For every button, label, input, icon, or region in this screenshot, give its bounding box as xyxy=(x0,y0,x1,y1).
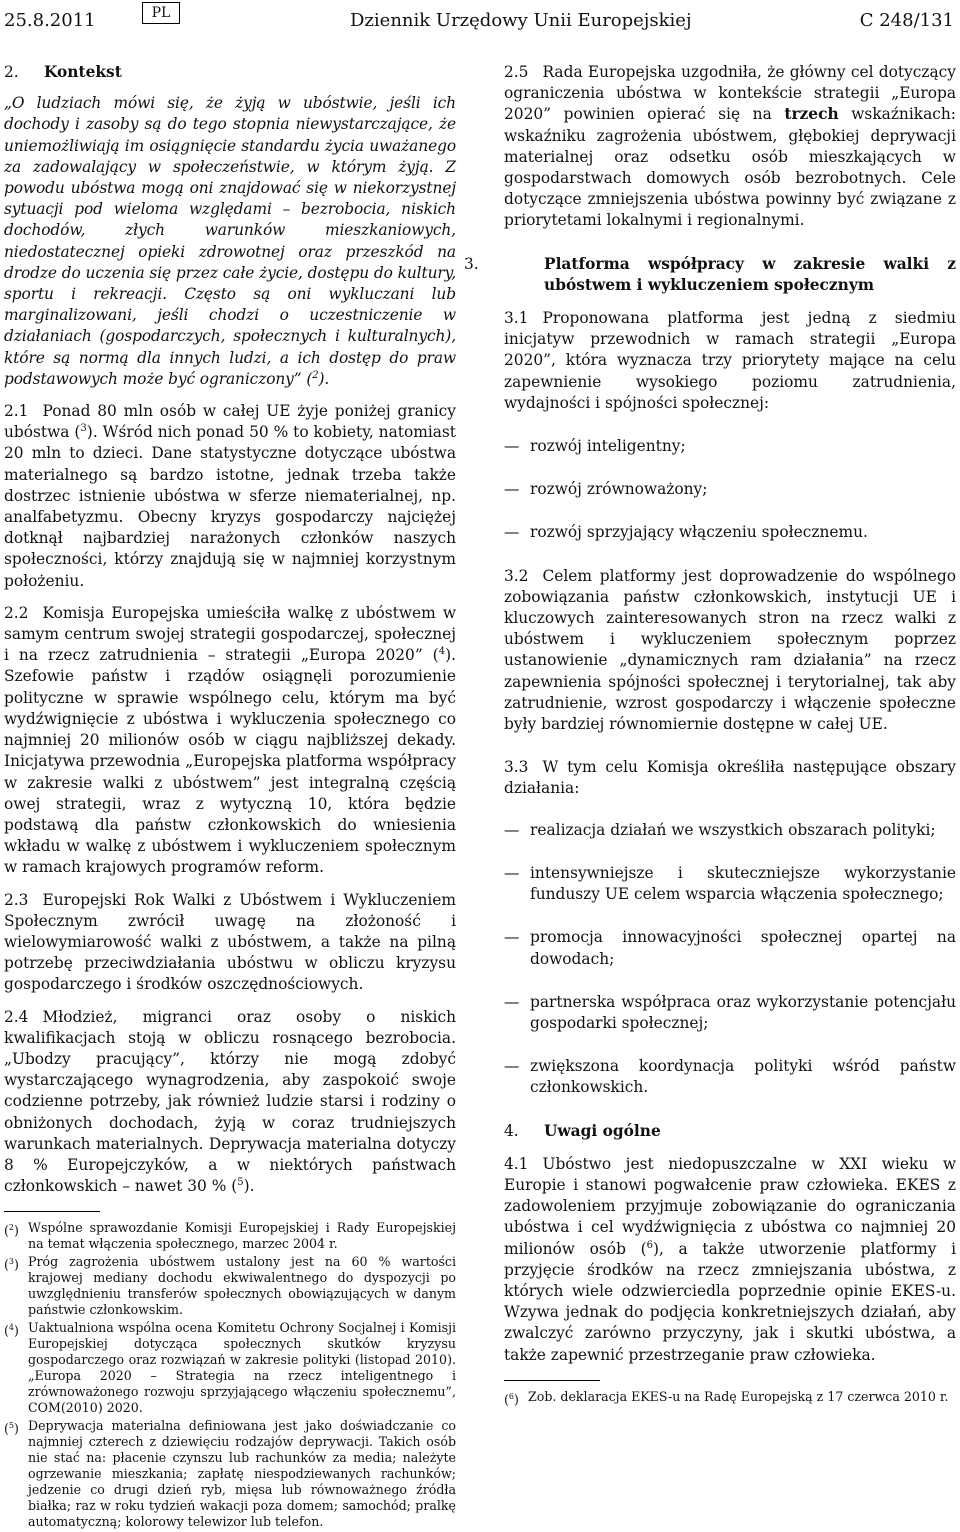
paragraph-2-2: 2.2 Komisja Europejska umieściła walkę z ubóstwem w samym centrum swojej strategii gospodarczej, społecznej i na rzecz zatrudnienia – strategii „Europa 2020” ($^4$). Szefowie państw i rządów osiągnęli porozumienie polityczne w sprawie wspólnego celu, którym ma być wydźwignięcie z ubóstwa i wykluczenia społecznego co najmniej 20 milionów osób w ciągu najbliższej dekady. Inicjatywa przewodnia „Europejska platforma współpracy w zakresie walki z ubóstwem” jest integralną częścią owej strategii, wraz z wytyczną 10, która będzie podstawą dla państw członkowskich do wniesienia wkładu w walkę z ubóstwem i wykluczeniem społecznym w ramach krajowych programów reform. xyxy=(4,603,456,877)
right-column xyxy=(464,62,957,1407)
list-item: — zwiększona koordynacja polityki wśród państw członkowskich. xyxy=(504,1056,956,1098)
paragraph-number: 3.3 xyxy=(504,758,529,777)
footnote-number: ($^3$) xyxy=(4,1257,19,1273)
action-areas-list xyxy=(504,820,956,1099)
paragraph-text: wskaźnikach: wskaźniku zagrożenia ubóstwem, głębokiej deprywacji materialnej oraz odsetku osób mieszkających w gospodarstwach domowych osób bezrobotnych. Cele dotyczące zmniejszenia ubóstwa powinny być związane z priorytetami lokalnymi i regionalnymi. xyxy=(504,105,956,230)
footnote-3 xyxy=(4,1254,456,1318)
paragraph-number: 2.3 xyxy=(4,890,29,909)
journal-title: Dziennik Urzędowy Unii Europejskiej xyxy=(350,10,692,31)
paragraph-2-5 xyxy=(504,62,956,232)
journal-reference: C 248/131 xyxy=(859,10,954,31)
paragraph-3-1 xyxy=(504,308,956,414)
paragraph-number: 3.2 xyxy=(504,566,529,585)
paragraph-3-2 xyxy=(504,566,956,736)
section-2-heading xyxy=(4,62,456,83)
paragraph-text: Młodzież, migranci oraz osoby o niskich kwalifikacjach stoją w obliczu rosnącego bezrobocia. „Ubodzy pracujący”, którzy nie mogą zdobyć wystarczającego wynagrodzenia, aby zaspokoić swoje codzienne potrzeby, jak również ludzie starsi i rodziny o obniżonych dochodach, żyją w coraz trudniejszych warunkach materialnych. Deprywacja materialna dotyczy 8 % Europejczyków, a w niektórych państwach członkowskich – nawet 30 % xyxy=(4,1007,456,1196)
section-4-heading xyxy=(504,1121,956,1142)
paragraph-number: 4.1 xyxy=(504,1154,529,1173)
list-item: — rozwój zrównoważony; xyxy=(504,479,956,500)
list-item: — partnerska współpraca oraz wykorzystanie potencjału gospodarki społecznej; xyxy=(504,992,956,1034)
footnote-ref: 2 xyxy=(312,369,319,381)
page-header xyxy=(0,0,960,40)
paragraph-number: 2.5 xyxy=(504,63,529,81)
priorities-list xyxy=(504,436,956,544)
section-title: Kontekst xyxy=(44,63,122,81)
paragraph-text: . xyxy=(249,1177,255,1196)
paragraph-text: Ponad 80 mln osób w całej UE żyje poniżej granicy ubóstwa xyxy=(4,402,456,442)
footnote-text: Uaktualniona wspólna ocena Komitetu Ochrony Socjalnej i Komisji Europejskiej dotycząca społecznych skutków kryzysu gospodarczego oraz rozwiązań w zakresie polityki (listopad 2010). „Europa 2020 – Strategia na rzecz inteligentnego i zrównoważonego rozwoju sprzyjającego włączeniu społecznemu”, COM(2010) 2020. xyxy=(28,1320,456,1416)
footnote-text: Zob. deklaracja EKES-u na Radę Europejską z 17 czerwca 2010 r. xyxy=(528,1388,949,1404)
paragraph-number: 2.1 xyxy=(4,402,29,421)
paragraph-2-4: 2.4 Młodzież, migranci oraz osoby o niskich kwalifikacjach stoją w obliczu rosnącego bezrobocia. „Ubodzy pracujący”, którzy nie mogą zdobyć wystarczającego wynagrodzenia, aby zaspokoić swoje codzienne potrzeby, jak również ludzie starsi i rodziny o obniżonych dochodach, żyją w coraz trudniejszych warunkach materialnych. Deprywacja materialna dotyczy 8 % Europejczyków, a w niektórych państwach członkowskich – nawet 30 % ($^5$). xyxy=(4,1007,456,1196)
footnotes-left xyxy=(4,1220,456,1530)
paragraph-text: Proponowana platforma jest jedną z siedmiu inicjatyw przewodnich w ramach strategii „Europa 2020”, która wyznacza trzy priorytety mające na celu zapewnienie wysokiego poziomu zatrudnienia, wydajności i spójności społecznej: xyxy=(504,309,956,412)
footnote-number: ($^5$) xyxy=(4,1421,19,1437)
footnote-number: ($^4$) xyxy=(4,1323,19,1339)
footnote-ref: 3 xyxy=(80,423,87,435)
section-3-heading xyxy=(464,254,956,296)
quote-text: „O ludziach mówi się, że żyją w ubóstwie, jeśli ich dochody i zasoby są do tego stopnia niewystarczające, że uniemożliwiają im osiągnięcie standardu życia uważanego za zadowalający w społeczeństwie, w którym żyją. Z powodu ubóstwa mogą oni znajdować się w niekorzystnej sytuacji pod wieloma względami – bezrobocia, niskich dochodów, złych warunków mieszkaniowych, niedostatecznej opieki zdrowotnej oraz przeszkód na drodze do uczenia się przez całe życie, dostępu do kultury, sportu i rekreacji. Często są oni wykluczani lub marginalizowani, jeśli chodzi o uczestniczenie w działaniach (gospodarczych, społecznych i kulturalnych), które są normą dla innych ludzi, a ich dostęp do praw podstawowych może być ograniczony” xyxy=(4,94,456,388)
paragraph-number: 2.2 xyxy=(4,603,29,622)
paragraph-2-3 xyxy=(4,890,456,996)
paragraph-text: . Wśród nich ponad 50 % to kobiety, natomiast 20 mln to dzieci. Dane statystyczne dotyczące ubóstwa materialnego są bardzo istotne, jednak trzeba także dostrzec istnienie ubóstwa w sferze niematerialnej, np. analfabetyzmu. Obecny kryzys gospodarczy najciężej dotknął najbardziej narażonych członków naszych społeczności, którzy znajdują się w najmniej korzystnym położeniu. xyxy=(4,423,456,590)
quote-end: . xyxy=(324,369,330,388)
paragraph-number: 2.4 xyxy=(4,1007,29,1026)
footnote-2 xyxy=(4,1220,456,1252)
list-item: — rozwój inteligentny; xyxy=(504,436,956,457)
paragraph-3-3 xyxy=(504,757,956,799)
footnote-text: Deprywacja materialna definiowana jest jako doświadczanie co najmniej czterech z dziewięciu rodzajów deprywacji. Takich osób nie stać na: płacenie czynszu lub rachunków za media; należyte ogrzewanie mieszkania; zapłatę niespodziewanych rachunków; jedzenie co drugi dzień ryb, mięsa lub równoważnego źródła białka; raz w roku tydzień wakacji poza domem; samochód; pralkę automatyczną; kolorowy telewizor lub telefon. xyxy=(28,1418,456,1530)
definition-quote: „O ludziach mówi się, że żyją w ubóstwie, jeśli ich dochody i zasoby są do tego stopnia niewystarczające, że uniemożliwiają im osiągnięcie standardu życia uważanego za zadowalający w społeczeństwie, w którym żyją. Z powodu ubóstwa mogą oni znajdować się w niekorzystnej sytuacji pod wieloma względami – bezrobocia, niskich dochodów, złych warunków mieszkaniowych, niedostatecznej opieki zdrowotnej oraz przeszkód na drodze do uczenia się przez całe życie, dostępu do kultury, sportu i rekreacji. Często są oni wykluczani lub marginalizowani, jeśli chodzi o uczestniczenie w działaniach (gospodarczych, społecznych i kulturalnych), które są normą dla innych ludzi, a ich dostęp do praw podstawowych może być ograniczony” ($^2$). xyxy=(4,94,456,388)
footnote-ref: 5 xyxy=(237,1177,244,1189)
paragraph-number: 3.1 xyxy=(504,309,529,328)
paragraph-text: . Szefowie państw i rządów osiągnęli porozumienie polityczne w sprawie wspólnego celu, którym ma być wydźwignięcie z ubóstwa i wykluczenia społecznego co najmniej 20 milionów osób w ciągu najbliższej dekady. Inicjatywa przewodnia „Europejska platforma współpracy w zakresie walki z ubóstwem” jest integralną częścią owej strategii, wraz z wytyczną 10, która będzie podstawą dla państw członkowskich do wniesienia wkładu w walkę z ubóstwem i wykluczeniem społecznym w ramach krajowych programów reform. xyxy=(4,646,456,877)
list-item: — promocja innowacyjności społecznej opartej na dowodach; xyxy=(504,927,956,969)
footnote-ref: 6 xyxy=(646,1239,653,1251)
footnote-text: Wspólne sprawozdanie Komisji Europejskiej i Rady Europejskiej na temat włączenia społecznego, marzec 2004 r. xyxy=(28,1220,456,1252)
footnote-ref: 4 xyxy=(438,646,446,658)
footnote-4 xyxy=(4,1320,456,1416)
left-column xyxy=(4,62,456,1532)
footnote-5 xyxy=(4,1418,456,1530)
language-badge: PL xyxy=(142,2,180,24)
list-item: — rozwój sprzyjający włączeniu społecznemu. xyxy=(504,522,956,543)
section-number: 3. xyxy=(464,254,479,273)
footnote-number: ($^2$) xyxy=(4,1223,19,1239)
publication-date: 25.8.2011 xyxy=(4,10,96,31)
emphasis-text: trzech xyxy=(784,105,839,124)
footnote-6 xyxy=(504,1389,956,1405)
paragraph-2-1: 2.1 Ponad 80 mln osób w całej UE żyje poniżej granicy ubóstwa ($^3$). Wśród nich ponad 50 % to kobiety, natomiast 20 mln to dzieci. Dane statystyczne dotyczące ubóstwa materialnego są bardzo istotne, jednak trzeba także dostrzec istnienie ubóstwa w sferze niematerialnej, np. analfabetyzmu. Obecny kryzys gospodarczy najciężej dotknął najbardziej narażonych członków naszych społeczności, którzy znajdują się w najmniej korzystnym położeniu. xyxy=(4,402,456,590)
list-item: — intensywniejsze i skuteczniejsze wykorzystanie funduszy UE celem wsparcia włączenia społecznego; xyxy=(504,863,956,905)
paragraph-text: Europejski Rok Walki z Ubóstwem i Wykluczeniem Społecznym zwrócił uwagę na złożoność i wielowymiarowość walki z ubóstwem, a także na pilną potrzebę przeciwdziałania ubóstwu w obliczu kryzysu gospodarczego i środków oszczędnościowych. xyxy=(4,890,456,994)
paragraph-text: Rada Europejska uzgodniła, że główny cel dotyczący ograniczenia ubóstwa w kontekście strategii „Europa 2020” powinien opierać się na xyxy=(504,63,956,124)
footnotes-right xyxy=(504,1389,956,1405)
paragraph-text: Ubóstwo jest niedopuszczalne w XXI wieku w Europie i stanowi pogwałcenie praw człowieka. EKES z zadowoleniem przyjmuje zobowiązanie do ograniczania ubóstwa i cel wydźwignięcia z ubóstwa co najmniej 20 milionów osób xyxy=(504,1154,956,1258)
footnote-divider xyxy=(504,1380,600,1381)
section-title: Uwagi ogólne xyxy=(544,1121,661,1140)
paragraph-text: Celem platformy jest doprowadzenie do wspólnego zobowiązania państw członkowskich, instytucji UE i kluczowych zainteresowanych stron na rzecz walki z ubóstwem i wykluczeniem społecznym poprzez ustanowienie „dynamicznych ram działania” na rzecz zapewnienia spójności społecznej i terytorialnej, tak aby zatrudnienie, wzrost gospodarczy i włączenie społeczne były bardziej równomiernie dostępne w całej UE. xyxy=(504,566,956,734)
section-title: Platforma współpracy w zakresie walki z ubóstwem i wykluczeniem społecznym xyxy=(544,254,956,294)
section-number: 4. xyxy=(504,1121,519,1140)
list-item: — realizacja działań we wszystkich obszarach polityki; xyxy=(504,820,956,841)
footnote-text: Próg zagrożenia ubóstwem ustalony jest na 60 % wartości krajowej mediany dochodu ekwiwalentnego do dyspozycji po uwzględnieniu transferów społecznych obowiązujących w danym państwie członkowskim. xyxy=(28,1254,456,1318)
section-number: 2. xyxy=(4,63,19,81)
paragraph-text: Komisja Europejska umieściła walkę z ubóstwem w samym centrum swojej strategii gospodarczej, społecznej i na rzecz zatrudnienia – strategii „Europa 2020” xyxy=(4,603,456,665)
footnote-number: ($^6$) xyxy=(504,1391,519,1407)
paragraph-text: W tym celu Komisja określiła następujące obszary działania: xyxy=(504,758,956,798)
footnote-divider xyxy=(4,1211,100,1212)
paragraph-4-1: 4.1 Ubóstwo jest niedopuszczalne w XXI wieku w Europie i stanowi pogwałcenie praw człowieka. EKES z zadowoleniem przyjmuje zobowiązanie do ograniczania ubóstwa i cel wydźwignięcia z ubóstwa co najmniej 20 milionów osób ($^6$), a także utworzenie platformy i przyjęcie środków na rzecz zmniejszania ubóstwa, z których wiele odzwierciedla poprzednie opinie EKES-u. Wzywa jednak do podjęcia konkretniejszych działań, aby zwalczyć zarówno przyczyny, jak i skutki ubóstwa, a także zapewnić przestrzeganie praw człowieka. xyxy=(504,1154,957,1364)
paragraph-text: , a także utworzenie platformy i przyjęcie środków na rzecz zmniejszania ubóstwa, z których wiele odzwierciedla poprzednie opinie EKES-u. Wzywa jednak do podjęcia konkretniejszych działań, aby zwalczyć zarówno przyczyny, jak i skutki ubóstwa, a także zapewnić przestrzeganie praw człowieka. xyxy=(504,1239,957,1364)
